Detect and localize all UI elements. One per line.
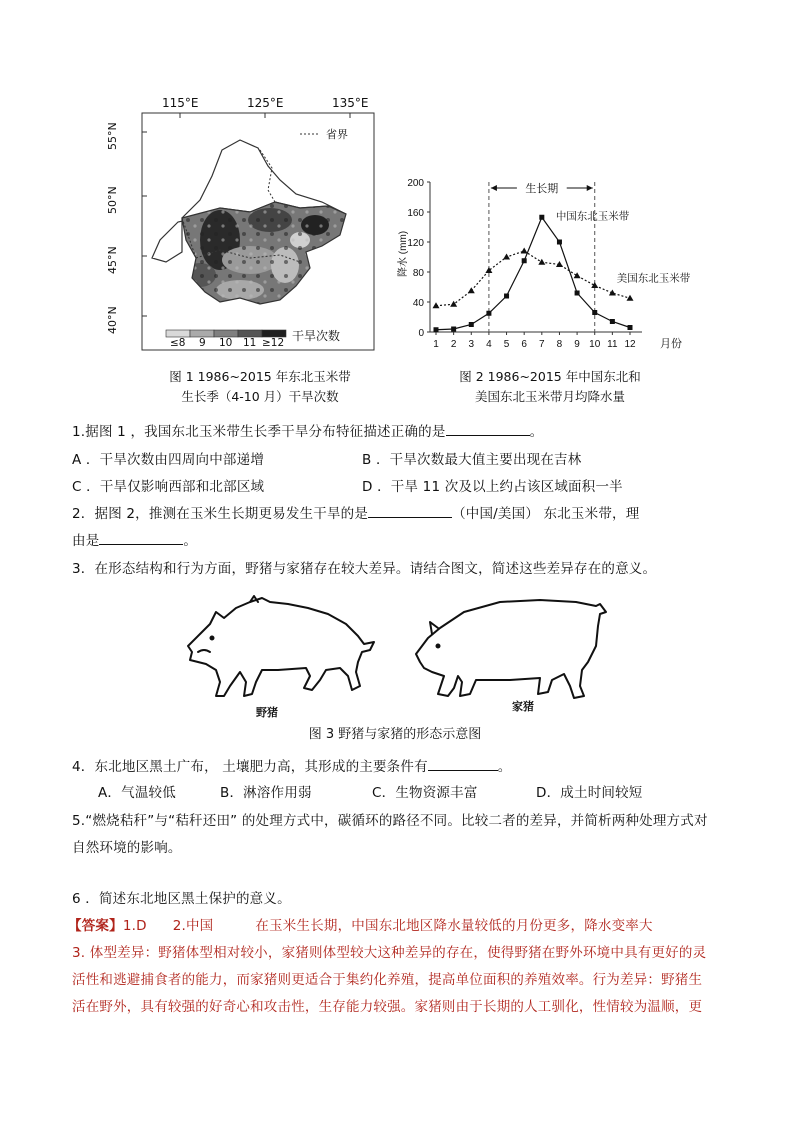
x-axis-label: 月份 (660, 338, 682, 350)
q2-reason-blank[interactable] (99, 530, 183, 545)
answer-3-line2: 活性和逃避捕食者的能力，而家猪则更适合于集约化养殖，提高单位面积的养殖效率。行为差异：野猪生 (72, 972, 703, 988)
legend-class-4: 11 (243, 337, 257, 349)
label-wild-boar: 野猪 (256, 706, 278, 719)
q4-answer-blank[interactable] (428, 756, 498, 771)
lat-label-50: 50°N (106, 186, 119, 214)
answer-2-reason: 在玉米生长期，中国东北地区降水量较低的月份更多，降水变率大 (255, 918, 653, 934)
legend-title: 干旱次数 (292, 329, 341, 343)
q1-option-a: A ．干旱次数由四周向中部递增 (72, 452, 265, 468)
q2-end: 。 (183, 533, 198, 549)
point-us-10 (591, 282, 598, 288)
question-2 (72, 502, 639, 522)
y-tick-label: 0 (418, 328, 424, 339)
series-line-2 (436, 251, 630, 306)
y-tick-label: 40 (412, 298, 424, 309)
figure2-caption-line1: 图 2 1986~2015 年中国东北和 (459, 369, 641, 384)
figure2-caption-line2: 美国东北玉米带月均降水量 (474, 389, 625, 404)
legend-class-1: ≤8 (170, 337, 186, 349)
point-us-12 (627, 295, 634, 301)
point-us-8 (556, 261, 563, 267)
point-cn-12 (628, 325, 633, 330)
question-1 (72, 420, 543, 440)
y-tick-label: 160 (407, 208, 424, 219)
lat-label-55: 55°N (106, 122, 119, 150)
q1-answer-blank[interactable] (446, 421, 530, 436)
q4-end: 。 (497, 759, 512, 775)
answer-line1 (68, 914, 653, 934)
point-us-7 (538, 259, 545, 265)
point-us-9 (574, 272, 581, 278)
growing-season-label: 生长期 (525, 183, 559, 195)
point-cn-11 (610, 319, 615, 324)
q4-option-c: C．生物资源丰富 (372, 785, 478, 801)
q1-end: 。 (529, 424, 544, 440)
point-cn-1 (434, 327, 439, 332)
x-tick-label: 6 (521, 339, 527, 350)
figure3-pigs (180, 590, 620, 720)
legend-bar (166, 330, 286, 337)
figure3-caption: 图 3 野猪与家猪的形态示意图 (308, 727, 482, 742)
legend-province: 省界 (326, 128, 348, 141)
point-cn-7 (539, 215, 544, 220)
x-tick-label: 8 (556, 339, 563, 350)
point-cn-6 (522, 258, 527, 263)
answer-tag: 【答案】 (68, 918, 123, 934)
y-tick-label: 80 (412, 268, 424, 279)
x-tick-label: 1 (433, 339, 439, 350)
x-tick-label: 9 (574, 339, 580, 350)
q4-option-b: B．淋溶作用弱 (220, 785, 312, 801)
q2-choice-blank[interactable] (368, 503, 452, 518)
x-tick-label: 11 (607, 339, 618, 350)
point-us-3 (468, 287, 475, 293)
question-2-line2 (72, 529, 197, 549)
figure1-caption-line1: 图 1 1986~2015 年东北玉米带 (169, 369, 351, 384)
question-4 (72, 755, 511, 775)
answer-1: 1.D (122, 918, 147, 934)
point-cn-10 (592, 310, 597, 315)
q2-part3: 由是 (72, 533, 100, 549)
lat-label-45: 45°N (106, 246, 119, 274)
pigs-svg (180, 590, 620, 720)
series-label-1: 中国东北玉米带 (555, 210, 630, 223)
q4-option-a: A．气温较低 (98, 785, 176, 801)
point-cn-4 (486, 311, 491, 316)
point-cn-5 (504, 294, 509, 299)
x-tick-label: 7 (539, 339, 545, 350)
point-cn-9 (575, 291, 580, 296)
point-us-4 (485, 267, 492, 273)
legend-class-5: ≥12 (262, 337, 285, 349)
question-5-line2: 自然环境的影响。 (72, 840, 182, 856)
x-tick-label: 4 (486, 339, 492, 350)
x-tick-label: 12 (624, 339, 636, 350)
question-5-line1: 5.“燃烧秸秆”与“秸秆还田” 的处理方式中，碳循环的路径不同。比较二者的差异，并简析两种处理方式对 (72, 813, 708, 829)
point-us-5 (503, 254, 510, 260)
q1-option-c: C ．干旱仅影响西部和北部区域 (72, 479, 265, 495)
domestic-pig-drawing (416, 600, 606, 698)
point-us-6 (521, 248, 528, 254)
x-tick-label: 3 (468, 339, 475, 350)
figure2-chart (390, 170, 720, 355)
series-line-1 (436, 217, 630, 330)
lon-label-115: 115°E (162, 96, 199, 110)
point-us-1 (433, 302, 440, 308)
point-cn-8 (557, 240, 562, 245)
point-cn-3 (469, 322, 474, 327)
y-axis-label: 降水 (mm) (398, 230, 409, 277)
label-domestic-pig: 家猪 (512, 700, 534, 713)
lat-label-40: 40°N (106, 306, 119, 334)
wild-boar-drawing (188, 596, 374, 696)
question-6: 6 ．简述东北地区黑土保护的意义。 (72, 891, 291, 907)
x-tick-label: 5 (503, 339, 510, 350)
answer-3-line3: 活在野外，具有较强的好奇心和攻击性，生存能力较强。家猪则由于长期的人工驯化，性情较为温顺，更 (72, 999, 703, 1015)
question-3: 3．在形态结构和行为方面，野猪与家猪存在较大差异。请结合图文，简述这些差异存在的意义。 (72, 561, 657, 577)
q1-stem: 1.据图 1 ，我国东北玉米带生长季干旱分布特征描述正确的是 (72, 424, 446, 440)
q4-stem: 4．东北地区黑土广布， 土壤肥力高，其形成的主要条件有 (72, 759, 428, 775)
y-tick-label: 200 (407, 178, 424, 189)
figure1-caption (140, 367, 380, 407)
q1-option-b: B ．干旱次数最大值主要出现在吉林 (362, 452, 582, 468)
q2-part1: 2．据图 2，推测在玉米生长期更易发生干旱的是 (72, 506, 369, 522)
y-tick-label: 120 (407, 238, 424, 249)
x-tick-label: 2 (450, 339, 457, 350)
precipitation-chart-svg (390, 170, 720, 355)
figure1-caption-line2: 生长季（4-10 月）干旱次数 (181, 389, 339, 404)
growing-season-arrowhead-right (587, 185, 593, 191)
x-tick-label: 10 (589, 339, 601, 350)
answer-2: 2.中国 (172, 918, 214, 934)
legend-class-3: 10 (219, 337, 233, 349)
answer-3-line1: 3. 体型差异：野猪体型相对较小，家猪则体型较大这种差异的存在，使得野猪在野外环境中具有更好的灵 (72, 945, 707, 961)
q2-part2: （中国/美国） 东北玉米带，理 (452, 506, 640, 522)
q1-option-d: D ．干旱 11 次及以上约占该区域面积一半 (362, 479, 623, 495)
growing-season-arrowhead-left (491, 185, 497, 191)
point-cn-2 (451, 327, 456, 332)
figure2-caption (430, 367, 670, 407)
series-label-2: 美国东北玉米带 (616, 272, 691, 285)
lon-label-135: 135°E (332, 96, 369, 110)
legend-class-2: 9 (199, 337, 206, 349)
q4-option-d: D．成土时间较短 (536, 785, 643, 801)
lon-label-125: 125°E (247, 96, 284, 110)
figure1-map (100, 90, 380, 360)
